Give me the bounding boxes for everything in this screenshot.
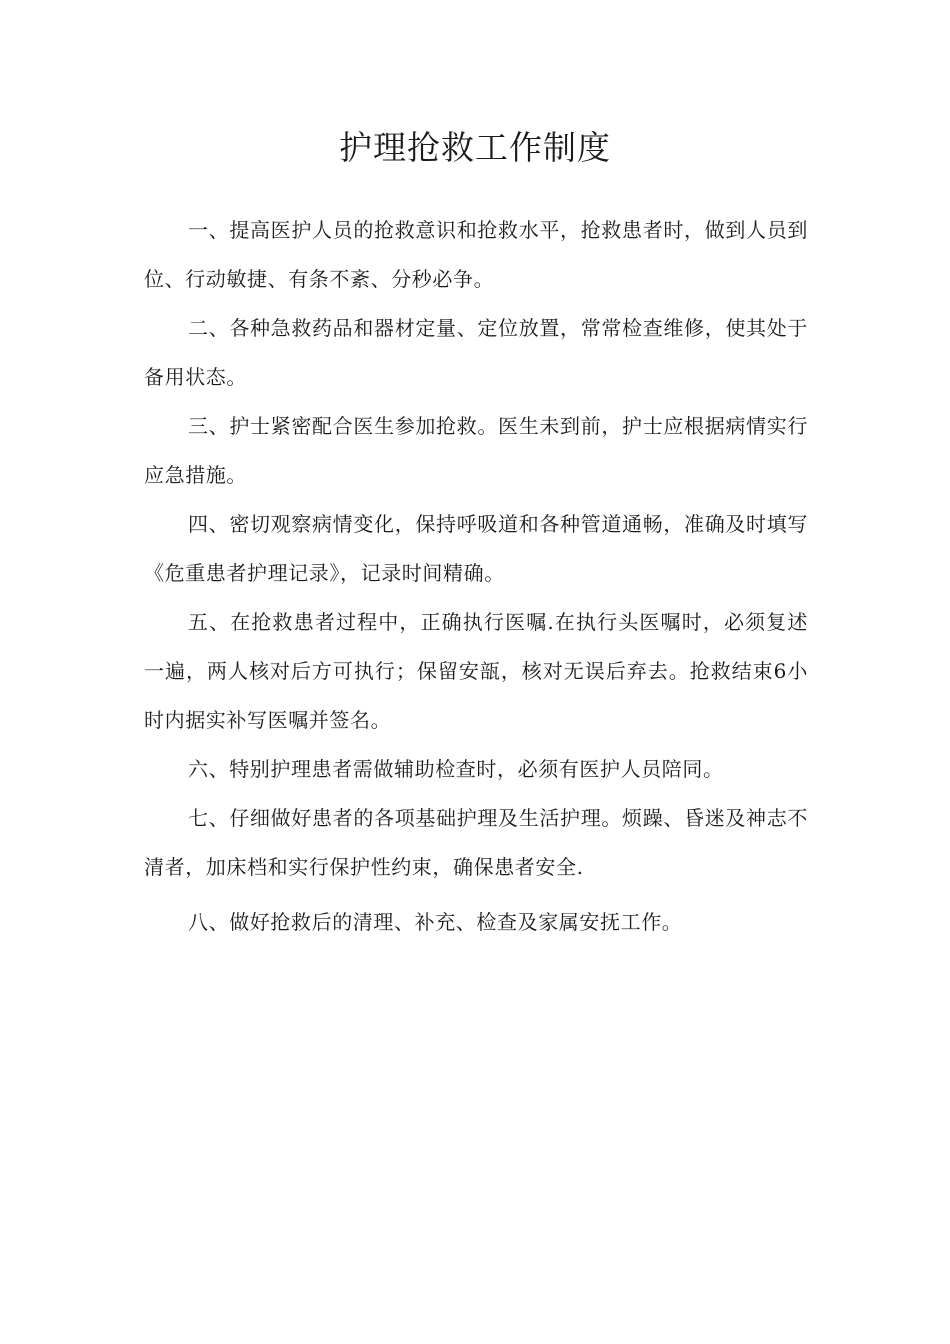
paragraph-1: 一、提高医护人员的抢救意识和抢救水平，抢救患者时，做到人员到位、行动敏捷、有条不紊、分秒必争。 <box>144 218 808 291</box>
paragraph-2: 二、各种急救药品和器材定量、定位放置，常常检查维修，使其处于备用状态。 <box>144 316 808 389</box>
paragraph-5: 五、在抢救患者过程中，正确执行医嘱.在执行头医嘱时，必须复述一遍，两人核对后方可执行；保留安瓿，核对无误后弃去。抢救结束6小时内据实补写医嘱并签名。 <box>144 610 808 732</box>
paragraph-7: 七、仔细做好患者的各项基础护理及生活护理。烦躁、昏迷及神志不清者，加床档和实行保护性约束，确保患者安全. <box>144 806 808 879</box>
paragraph-3: 三、护士紧密配合医生参加抢救。医生未到前，护士应根据病情实行应急措施。 <box>144 414 808 487</box>
paragraph-8: 八、做好抢救后的清理、补充、检查及家属安抚工作。 <box>188 910 683 934</box>
paragraph-6: 六、特别护理患者需做辅助检查时，必须有医护人员陪同。 <box>188 757 724 781</box>
paragraph-4: 四、密切观察病情变化，保持呼吸道和各种管道通畅，准确及时填写《危重患者护理记录》，记录时间精确。 <box>144 512 808 585</box>
document-body <box>144 206 808 947</box>
document-title: 护理抢救工作制度 <box>339 128 611 167</box>
